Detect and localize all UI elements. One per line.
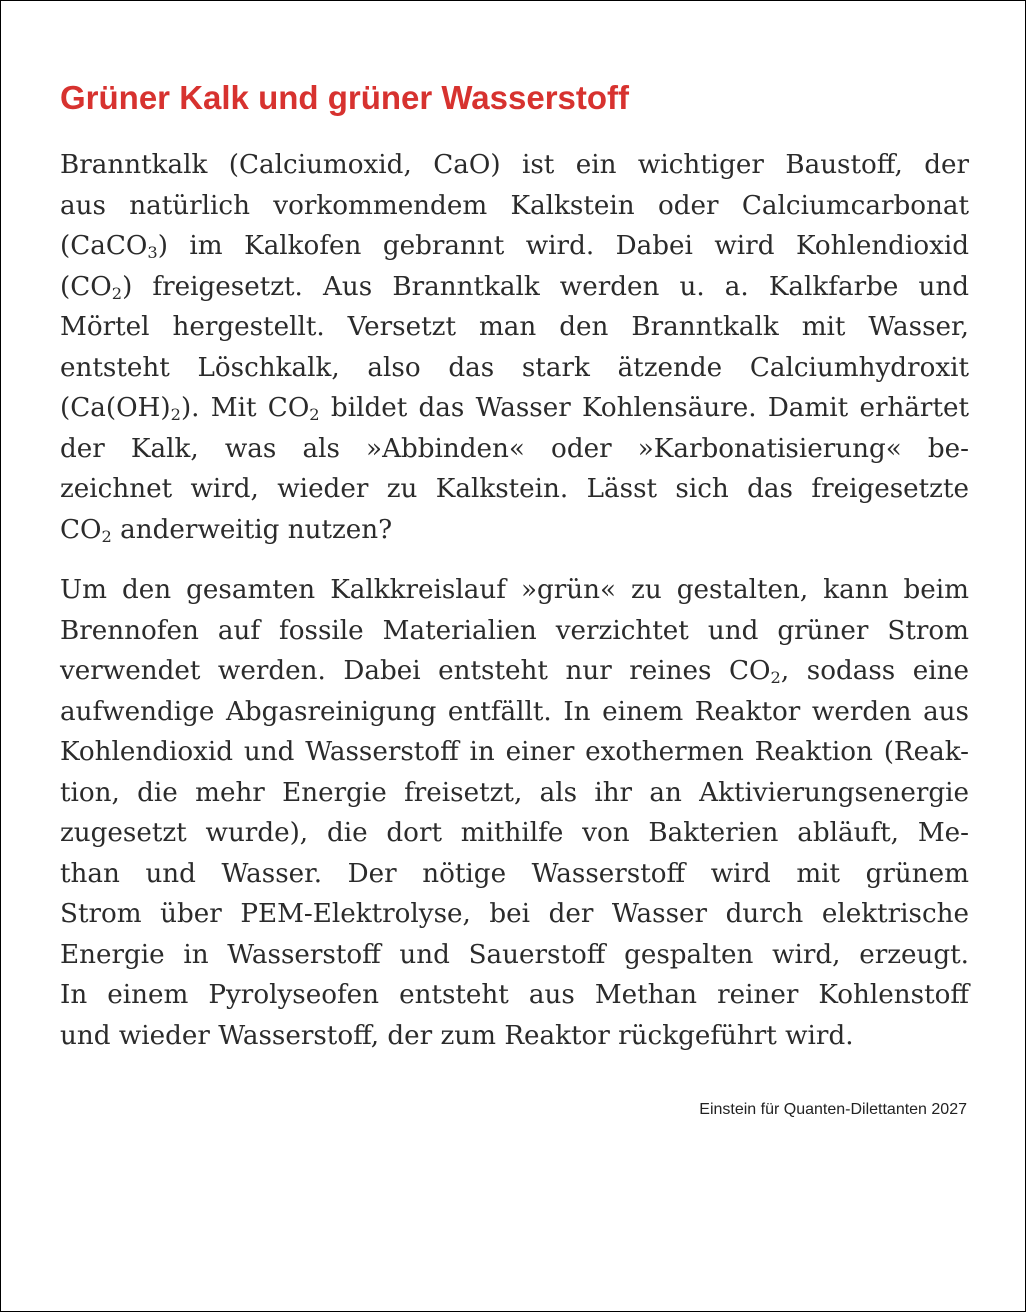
text-line — [60, 692, 969, 733]
text-segment: Energie in Wasserstoff und Sauerstoff gespalten wird, erzeugt. — [60, 939, 969, 970]
text-line — [60, 651, 969, 692]
text-segment: Um den gesamten Kalkkreislauf »grün« zu gestalten, kann beim — [60, 575, 969, 605]
text-segment: anderweitig nutzen? — [111, 514, 393, 545]
text-line — [60, 732, 969, 773]
text-segment: tion, die mehr Energie freisetzt, als ihr an Aktivierungsenergie — [60, 777, 969, 808]
text-line — [60, 267, 969, 308]
text-segment: ) freigesetzt. Aus Branntkalk werden u. a. Kalkfarbe und — [122, 271, 969, 302]
text-line — [60, 854, 969, 895]
paragraph-gap — [60, 550, 969, 570]
text-segment: than und Wasser. Der nötige Wasserstoff wird mit grünem — [60, 858, 969, 889]
text-segment: Mörtel hergestellt. Versetzt man den Branntkalk mit Wasser, — [60, 312, 969, 342]
subscript: 2 — [309, 405, 320, 425]
text-segment: Branntkalk (Calciumoxid, CaO) ist ein wichtiger Baustoff, der — [60, 150, 969, 180]
text-segment: CO — [60, 514, 102, 545]
text-segment: ). Mit CO — [180, 393, 310, 423]
text-segment: ) im Kalkofen gebrannt wird. Dabei wird Kohlendioxid — [157, 231, 969, 261]
text-line — [60, 429, 969, 470]
text-segment: , sodass eine — [780, 656, 970, 686]
subscript: 2 — [101, 526, 112, 546]
text-segment: bildet das Wasser Kohlensäure. Damit erhärtet — [319, 393, 969, 423]
text-segment: In einem Pyrolyseofen entsteht aus Methan reiner Kohlenstoff — [60, 980, 969, 1010]
text-line — [60, 388, 969, 429]
text-segment: (Ca(OH) — [60, 393, 171, 423]
text-line — [60, 1016, 969, 1057]
subscript: 2 — [770, 668, 781, 688]
text-segment: aus natürlich vorkommendem Kalkstein oder Calciumcarbonat — [60, 190, 969, 221]
text-segment: entsteht Löschkalk, also das stark ätzende Calciumhydroxit — [60, 352, 969, 383]
subscript: 2 — [111, 283, 123, 303]
article-title: Grüner Kalk und grüner Wasserstoff — [60, 79, 630, 116]
text-segment: aufwendige Abgasreinigung entfällt. In einem Reaktor werden aus — [60, 696, 969, 727]
text-line — [60, 935, 969, 976]
text-segment: Strom über PEM-Elektrolyse, bei der Wasser durch elektrische — [60, 899, 969, 929]
text-segment: (CO — [60, 271, 112, 302]
text-segment: der Kalk, was als »Abbinden« oder »Karbonatisierung« be- — [60, 433, 969, 464]
text-line — [60, 611, 969, 652]
text-line — [60, 348, 969, 389]
text-line — [60, 975, 969, 1016]
article-body — [60, 145, 969, 1056]
subscript: 3 — [147, 243, 158, 263]
text-segment: Brennofen auf fossile Materialien verzichtet und grüner Strom — [60, 615, 969, 646]
text-segment: Kohlendioxid und Wasserstoff in einer exothermen Reaktion (Reak- — [60, 737, 969, 767]
text-line — [60, 145, 969, 186]
text-segment: zeichnet wird, wieder zu Kalkstein. Lässt sich das freigesetzte — [60, 474, 969, 504]
text-line — [60, 773, 969, 814]
footer-source: Einstein für Quanten-Dilettanten 2027 — [699, 1101, 967, 1118]
text-line — [60, 226, 969, 267]
text-line — [60, 469, 969, 510]
text-line — [60, 813, 969, 854]
text-line — [60, 307, 969, 348]
text-line — [60, 186, 969, 227]
text-line — [60, 510, 969, 551]
text-segment: und wieder Wasserstoff, der zum Reaktor rückgeführt wird. — [60, 1020, 854, 1051]
text-segment: verwendet werden. Dabei entsteht nur reines CO — [60, 656, 771, 686]
subscript: 2 — [170, 405, 181, 425]
paragraph — [60, 570, 969, 1056]
paragraph — [60, 145, 969, 550]
text-segment: zugesetzt wurde), die dort mithilfe von Bakterien abläuft, Me- — [60, 818, 969, 848]
text-line — [60, 570, 969, 611]
text-segment: (CaCO — [60, 231, 148, 261]
text-line — [60, 894, 969, 935]
